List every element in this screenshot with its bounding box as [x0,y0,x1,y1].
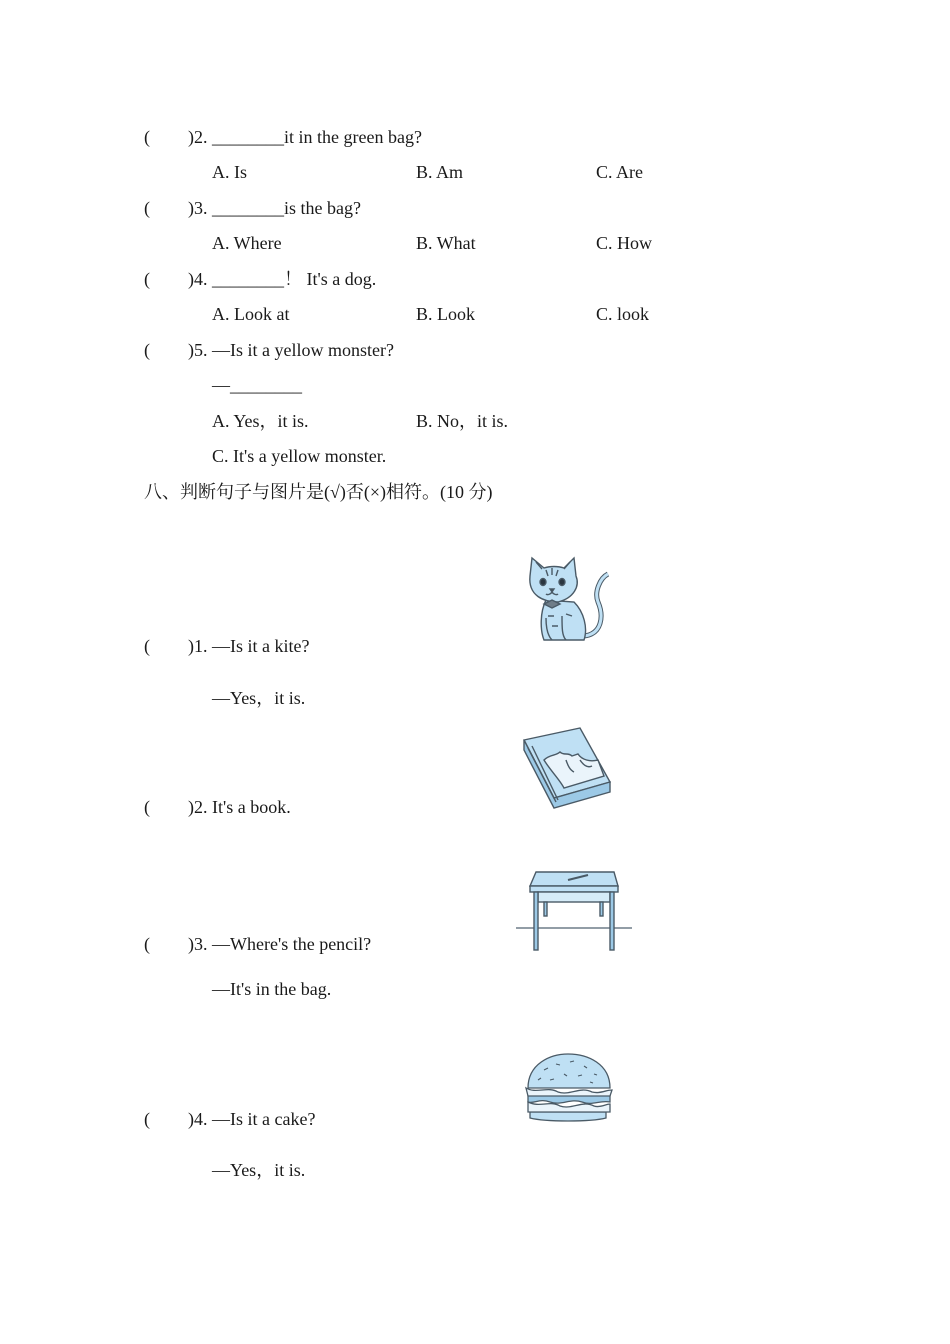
cat-icon [522,556,614,646]
section-8-heading: 八、判断句子与图片是(√)否(×)相符。(10 分) [144,482,493,502]
option-b: B. What [416,233,476,253]
question-2-prompt: )2. ________it in the green bag? [188,127,422,147]
answer-paren[interactable]: ( [144,797,150,817]
option-c: C. look [596,304,650,324]
item-4-prompt: )4. —Is it a cake? [188,1109,316,1129]
option-a: A. Yes，it is. [212,411,309,431]
item-3-reply: —It's in the bag. [212,979,332,999]
option-c: C. It's a yellow monster. [212,446,387,466]
question-3-prompt: )3. ________is the bag? [188,198,361,218]
answer-paren[interactable]: ( [144,636,150,656]
option-a: A. Where [212,233,282,253]
desk-with-pencil-icon [514,868,634,954]
answer-paren[interactable]: ( [144,269,150,289]
item-1-reply: —Yes，it is. [212,688,306,708]
option-a: A. Look at [212,304,290,324]
option-b: B. Am [416,162,464,182]
answer-paren[interactable]: ( [144,934,150,954]
book-icon [520,726,614,812]
answer-paren[interactable]: ( [144,198,150,218]
item-2-prompt: )2. It's a book. [188,797,291,817]
answer-paren[interactable]: ( [144,127,150,147]
answer-paren[interactable]: ( [144,1109,150,1129]
option-c: C. Are [596,162,643,182]
answer-paren[interactable]: ( [144,340,150,360]
item-1-prompt: )1. —Is it a kite? [188,636,310,656]
question-5-prompt: )5. —Is it a yellow monster? [188,340,394,360]
answer-blank: —________ [212,375,302,395]
hamburger-icon [520,1050,616,1124]
question-4-prompt: )4. ________！ It's a dog. [188,269,377,289]
item-3-prompt: )3. —Where's the pencil? [188,934,372,954]
option-a: A. Is [212,162,247,182]
option-c: C. How [596,233,653,253]
option-b: B. Look [416,304,476,324]
option-b: B. No，it is. [416,411,509,431]
item-4-reply: —Yes，it is. [212,1160,306,1180]
